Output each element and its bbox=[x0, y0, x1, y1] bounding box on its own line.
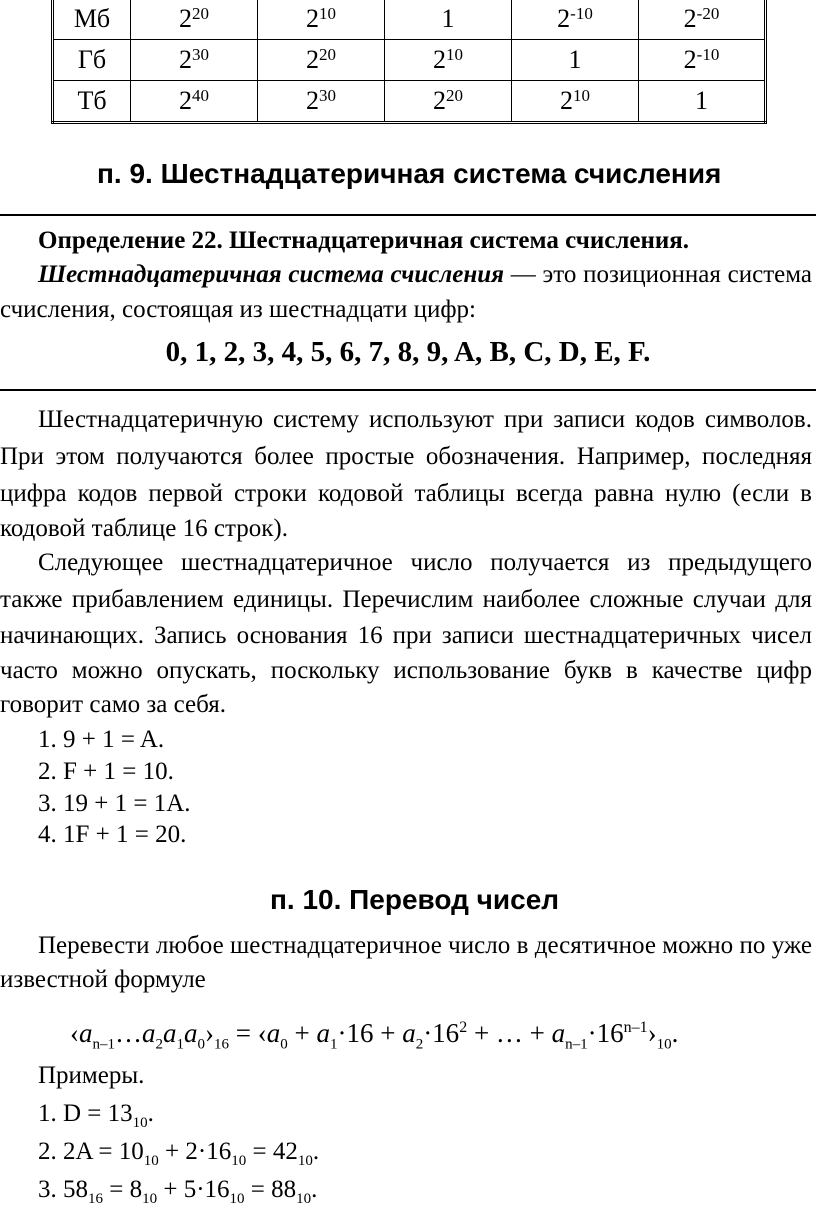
divider bbox=[0, 214, 816, 216]
list-item: 2. F + 1 = 10. bbox=[38, 758, 174, 785]
paragraph-line: известной формуле bbox=[0, 966, 206, 993]
table-row bbox=[53, 40, 766, 81]
table-cell: 1 bbox=[512, 40, 639, 81]
example-item: 3. $58_{16} = 8_{10} + 5\cdot 16_{10} = 88_{10}$. bbox=[38, 1176, 318, 1207]
examples-label: Примеры. bbox=[38, 1062, 145, 1089]
table-row bbox=[53, 81, 766, 123]
table-cell: 1 bbox=[385, 0, 512, 40]
table-cell: $2^{10}$ bbox=[258, 0, 385, 40]
table-cell: 1 bbox=[639, 81, 766, 123]
table-cell: $2^{-10}$ bbox=[639, 40, 766, 81]
hex-digits: 0, 1, 2, 3, 4, 5, 6, 7, 8, 9, A, B, C, D, E, F. bbox=[165, 336, 651, 368]
table-cell: $2^{-20}$ bbox=[639, 0, 766, 40]
table-cell: $2^{30}$ bbox=[131, 40, 258, 81]
definition-title: Определение 22. Шестнадцатеричная система счисления. bbox=[38, 227, 690, 254]
example-item: 1. $D = 13_{10}$. bbox=[38, 1100, 154, 1131]
table-cell: $2^{40}$ bbox=[131, 81, 258, 123]
paragraph-line: кодовой таблице 16 строк). bbox=[0, 515, 288, 542]
list-item: 1. 9 + 1 = A. bbox=[38, 726, 165, 753]
definition-line bbox=[0, 260, 812, 290]
paragraph-line: часто можно опускать, поскольку использование букв в качестве цифр bbox=[0, 657, 812, 684]
paragraph-line: цифра кодов первой строки кодовой таблицы всегда равна нулю (если в bbox=[0, 480, 812, 507]
paragraph-line: Следующее шестнадцатеричное число получается из предыдущего bbox=[38, 549, 812, 576]
table-cell: $2^{30}$ bbox=[258, 81, 385, 123]
paragraph-line: Перевести любое шестнадцатеричное число в десятичное можно по уже bbox=[38, 932, 812, 959]
table-cell: $2^{20}$ bbox=[131, 0, 258, 40]
units-table bbox=[51, 0, 767, 124]
table-cell: $2^{10}$ bbox=[385, 40, 512, 81]
definition-rest: — это позиционная система bbox=[503, 261, 812, 288]
paragraph-line: говорит само за себя. bbox=[0, 691, 226, 718]
unit-cell: Тб bbox=[53, 81, 131, 123]
section-title-10: п. 10. Перевод чисел bbox=[270, 884, 560, 915]
section-title-9: п. 9. Шестнадцатеричная система счисления bbox=[97, 158, 722, 189]
paragraph-line: При этом получаются более простые обозначения. Например, последняя bbox=[0, 443, 812, 470]
list-item: 4. 1F + 1 = 20. bbox=[38, 821, 187, 848]
conversion-formula: $‹a_{n-1}\dots a_2a_1a_0›_{16}$ = $‹a_0 + a_1\cdot 16 + a_2\cdot 16^2$ + … + $a_{n-1}\cdot 16^{n-1}›_{10}$. bbox=[70, 1018, 679, 1053]
list-item: 3. 19 + 1 = 1A. bbox=[38, 790, 191, 817]
table-cell: $2^{-10}$ bbox=[512, 0, 639, 40]
table-cell: $2^{20}$ bbox=[385, 81, 512, 123]
definition-line-2: счисления, состоящая из шестнадцати цифр: bbox=[0, 296, 476, 323]
unit-cell: Гб bbox=[53, 40, 131, 81]
table-row bbox=[53, 0, 766, 40]
definition-term: Шестнадцатеричная система счисления bbox=[38, 261, 504, 288]
divider bbox=[0, 389, 816, 391]
paragraph-line: Шестнадцатеричную систему используют при записи кодов символов. bbox=[38, 406, 812, 433]
unit-cell: Мб bbox=[53, 0, 131, 40]
table-cell: $2^{20}$ bbox=[258, 40, 385, 81]
table-cell: $2^{10}$ bbox=[512, 81, 639, 123]
example-item: 2. $2A = 10_{10} + 2\cdot 16_{10} = 42_{10}$. bbox=[38, 1138, 320, 1169]
paragraph-line: начинающих. Запись основания 16 при записи шестнадцатеричных чисел bbox=[0, 622, 812, 649]
paragraph-line: также прибавлением единицы. Перечислим наиболее сложные случаи для bbox=[0, 586, 812, 613]
